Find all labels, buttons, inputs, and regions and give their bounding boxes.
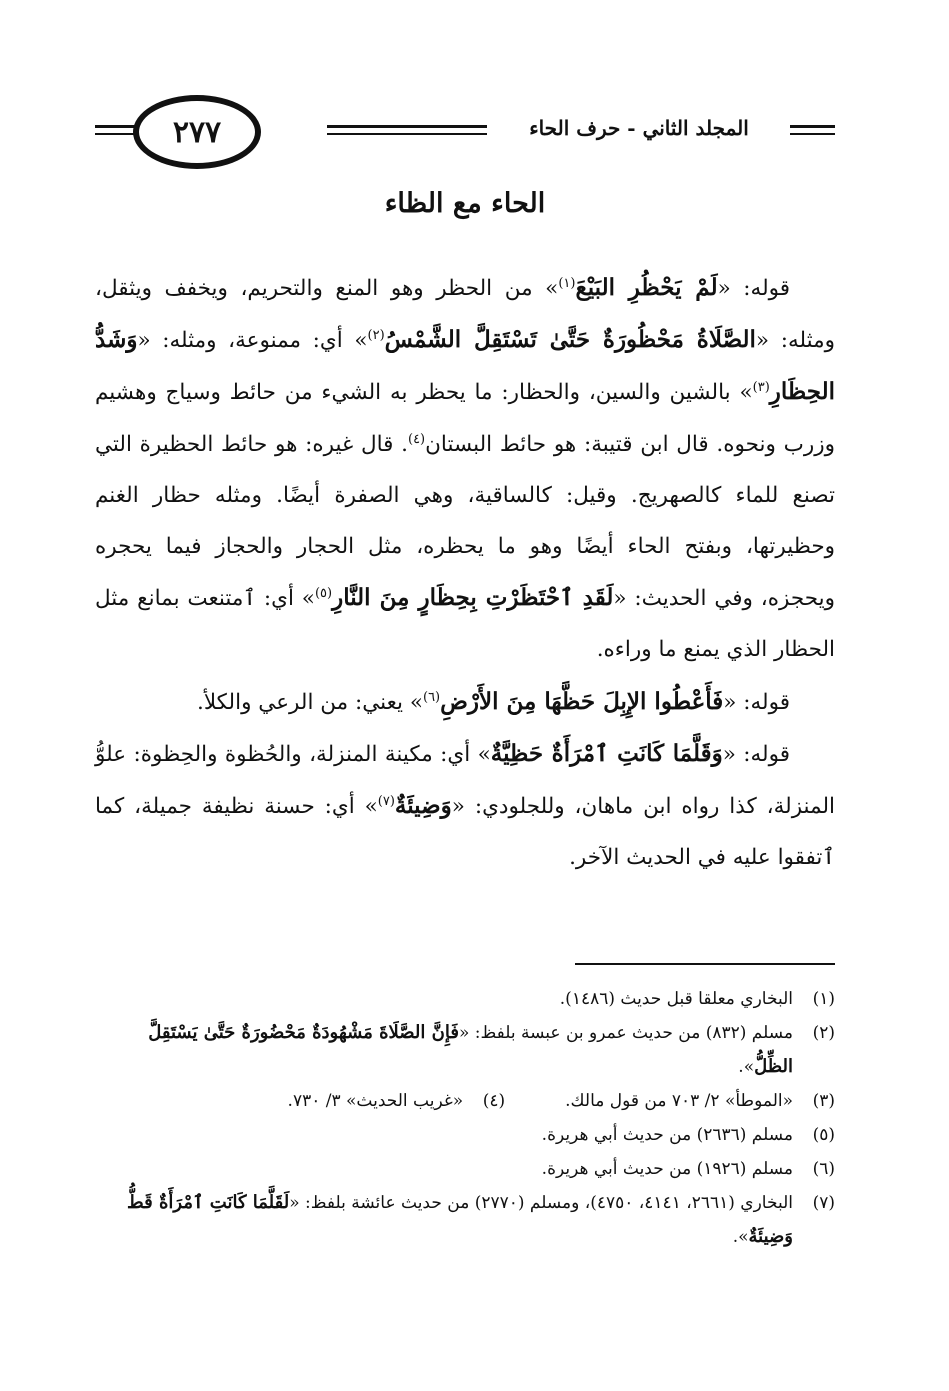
- footnote-7: [95, 1186, 835, 1254]
- footnote-ref[interactable]: (٥): [314, 586, 333, 602]
- footnote-number: (١): [812, 989, 835, 1009]
- footnote-text: البخاري معلقا قبل حديث (١٤٨٦).: [559, 989, 793, 1009]
- page-number: ٢٧٧: [133, 95, 261, 169]
- footnote-number: (٧): [812, 1193, 835, 1213]
- header-rule: [327, 125, 487, 128]
- hadith-quote: فَإِنَّ الصَّلَاةَ مَشْهُودَةٌ مَحْضُورَةٌ حَتَّىٰ يَسْتَقِلَّ الظِّلُّ: [148, 1022, 793, 1077]
- footnote-5: [95, 1118, 835, 1152]
- footnote-number: (٤): [482, 1091, 506, 1111]
- footnote-ref[interactable]: (١): [558, 275, 576, 291]
- text-run: » من الحظر وهو المنع والتحريم، ويخفف ويثقل، ومثله: «: [95, 276, 835, 354]
- footnote-ref[interactable]: (٦): [422, 689, 441, 705]
- hadith-quote: لَمْ يَحْظُرِ البَيْعَ: [575, 274, 718, 301]
- footnote-4: [288, 1084, 506, 1118]
- hadith-quote: الصَّلَاةُ مَحْظُورَةٌ حَتَّىٰ تَسْتَقِلَّ الشَّمْسُ: [384, 326, 756, 354]
- footnote-text: مسلم (٢٦٣٦) من حديث أبي هريرة.: [541, 1125, 793, 1145]
- text-run: » أي: حسنة نظيفة جميلة، كما ٱتفقوا عليه في الحديث الآخر.: [95, 794, 835, 871]
- header-rule: [95, 133, 137, 135]
- footnote-2: [95, 1016, 835, 1084]
- section-heading: الحاء مع الظاء: [384, 188, 546, 219]
- text-run: » أي: ممنوعة، ومثله: «: [137, 328, 368, 354]
- hadith-quote: وَشَدُّ الحِظَارِ: [95, 326, 835, 406]
- footnote-6: [95, 1152, 835, 1186]
- footnote-ref[interactable]: (٣): [752, 380, 770, 396]
- text-run: ».: [732, 1227, 749, 1247]
- header-rule: [790, 133, 835, 135]
- text-run: » أي: مكينة المنزلة، والحُظوة والحِظوة: علوُّ المنزلة، كذا رواه ابن ماهان، وللجلودي: «: [95, 741, 836, 820]
- running-title: المجلد الثاني - حرف الحاء: [529, 116, 749, 140]
- header-rule: [790, 125, 835, 128]
- footnote-text: [95, 1016, 793, 1084]
- footnote-text: [95, 1186, 793, 1254]
- hadith-quote: وَضِيئَةٌ: [394, 792, 452, 820]
- footnote-number: (٦): [812, 1159, 835, 1179]
- footnote-number: (٣): [812, 1091, 835, 1111]
- footnote-ref[interactable]: (٢): [367, 328, 385, 344]
- hadith-quote: وَقَلَّمَا كَانَتِ ٱمْرَأَةٌ حَظِيَّةٌ: [490, 739, 723, 767]
- paragraph-1: [95, 262, 835, 676]
- footnote-3: [565, 1084, 835, 1118]
- text-run: » أي: ٱمتنعت بمانع مثل الحظار الذي يمنع ما وراءه.: [95, 586, 835, 663]
- text-run: البخاري (٢٦٦١، ٤١٤١، ٤٧٥٠)، ومسلم (٢٧٧٠) من حديث عائشة بلفظ: «: [289, 1193, 793, 1213]
- footnotes: [95, 982, 835, 1254]
- text-run: قوله: «: [717, 276, 791, 301]
- text-run: قوله: «: [723, 689, 790, 715]
- footnote-number: (٢): [812, 1023, 835, 1043]
- text-run: . قال غيره: هو حائط الحظيرة التي تصنع للماء كالصهريج. وقيل: كالساقية، وهي الصفرة أيضًا. ومثله حظار الغنم وحظيرتها، وبفتح الحاء أيضًا وهو ما يحظره، مثل الحجار والحجاز فيما يحجره ويحجزه، وفي الحديث: «: [95, 431, 835, 612]
- hadith-quote: لَقَدِ ٱحْتَظَرْتِ بِحِظَارٍ مِنَ النَّارِ: [332, 584, 614, 612]
- header-rule: [327, 133, 487, 135]
- body-text: [95, 262, 835, 883]
- text-run: » يعني: من الرعي والكلأ.: [197, 689, 423, 715]
- text-run: » بالشين والسين، والحظار: ما يحظر به الشيء من حائط وسياج وهشيم وزرب ونحوه. قال ابن قتيبة: هو حائط البستان: [95, 380, 835, 457]
- paragraph-3: [95, 728, 835, 884]
- paragraph-2: [95, 676, 835, 728]
- footnote-divider: [575, 963, 835, 965]
- footnote-text: مسلم (١٩٢٦) من حديث أبي هريرة.: [541, 1159, 793, 1179]
- text-run: مسلم (٨٣٢) من حديث عمرو بن عبسة بلفظ: «: [458, 1023, 793, 1043]
- hadith-quote: لَقَلَّمَا كَانَتِ ٱمْرَأَةٌ قَطُّ وَضِيئَةٌ: [127, 1192, 793, 1247]
- hadith-quote: فَأَعْطُوا الإِبِلَ حَظَّهَا مِنَ الأَرْضِ: [440, 687, 724, 715]
- footnote-text: «غريب الحديث» ٣/ ٧٣٠.: [287, 1091, 464, 1111]
- text-run: ».: [738, 1057, 755, 1077]
- footnote-ref[interactable]: (٤): [407, 431, 426, 447]
- footnote-text: «الموطأ» ٢/ ٧٠٣ من قول مالك.: [565, 1091, 793, 1111]
- page-header: [95, 80, 835, 180]
- text-run: قوله: «: [722, 741, 790, 767]
- header-rule: [95, 125, 137, 128]
- footnote-1: [95, 982, 835, 1016]
- footnote-ref[interactable]: (٧): [377, 793, 395, 809]
- footnote-number: (٥): [812, 1125, 835, 1145]
- footnote-pair: [95, 1084, 835, 1118]
